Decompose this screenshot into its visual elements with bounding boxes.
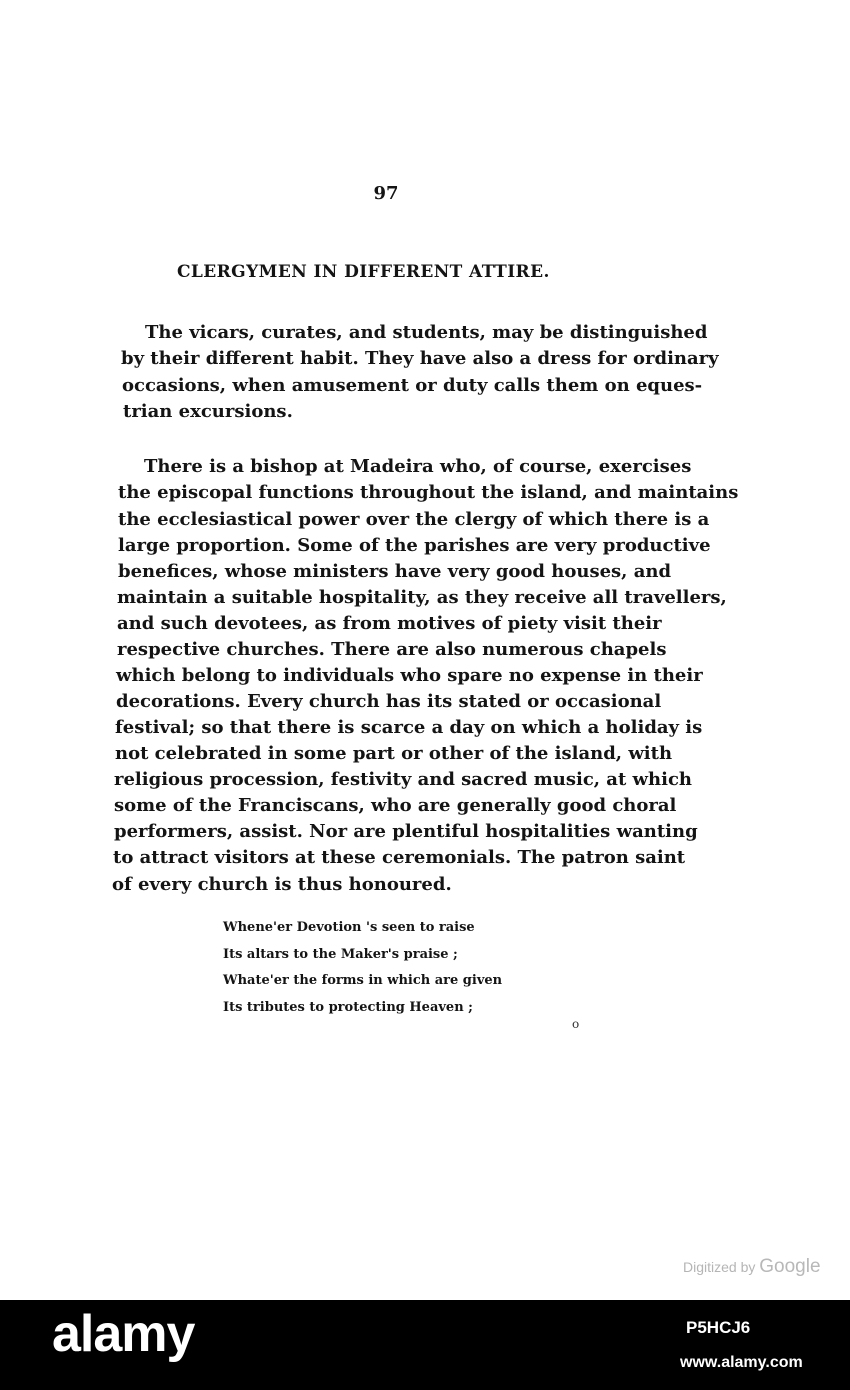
paragraph-line: religious procession, festivity and sacred music, at which xyxy=(114,769,693,790)
paragraph-line: decorations. Every church has its stated or occasional xyxy=(116,691,662,712)
verse-line: Its tributes to protecting Heaven ; xyxy=(223,1000,473,1015)
page-number: 97 xyxy=(373,183,399,204)
paragraph-line: and such devotees, as from motives of piety visit their xyxy=(117,613,662,634)
paragraph-line: to attract visitors at these ceremonials. The patron saint xyxy=(113,847,686,868)
chapter-title: CLERGYMEN IN DIFFERENT ATTIRE. xyxy=(177,262,550,282)
paragraph-line: the ecclesiastical power over the clergy of which there is a xyxy=(118,509,710,530)
paragraph-line: of every church is thus honoured. xyxy=(112,874,452,895)
paragraph-line: not celebrated in some part or other of the island, with xyxy=(115,743,673,764)
verse-line: Whene'er Devotion 's seen to raise xyxy=(223,920,475,935)
site-url: www.alamy.com xyxy=(680,1354,803,1371)
paragraph-line: the episcopal functions throughout the island, and maintains xyxy=(118,482,739,503)
stray-mark: o xyxy=(572,1017,580,1031)
paragraph-line: which belong to individuals who spare no expense in their xyxy=(116,665,703,686)
footer-bar xyxy=(0,1300,850,1390)
paragraph-line: trian excursions. xyxy=(123,401,293,422)
paragraph-line: The vicars, curates, and students, may be distinguished xyxy=(145,322,708,343)
digitized-watermark xyxy=(683,1256,821,1278)
paragraph-line: festival; so that there is scarce a day on which a holiday is xyxy=(115,717,703,738)
alamy-logo: alamy xyxy=(52,1305,195,1363)
paragraph-line: performers, assist. Nor are plentiful hospitalities wanting xyxy=(114,821,698,842)
watermark-prefix: Digitized by xyxy=(683,1259,756,1275)
paragraph-line: by their different habit. They have also a dress for ordinary xyxy=(121,348,719,369)
paragraph-line: maintain a suitable hospitality, as they receive all travellers, xyxy=(117,587,727,608)
paragraph-line: There is a bishop at Madeira who, of course, exercises xyxy=(144,456,692,477)
verse-line: Its altars to the Maker's praise ; xyxy=(223,947,458,962)
paragraph-line: benefices, whose ministers have very good houses, and xyxy=(118,561,672,582)
paragraph-line: large proportion. Some of the parishes are very productive xyxy=(118,535,711,556)
verse-line: Whate'er the forms in which are given xyxy=(223,973,503,988)
image-id: P5HCJ6 xyxy=(686,1318,751,1337)
watermark-brand: Google xyxy=(759,1256,821,1277)
paragraph-line: some of the Franciscans, who are generally good choral xyxy=(114,795,677,816)
paragraph-line: respective churches. There are also numerous chapels xyxy=(117,639,667,660)
paragraph-line: occasions, when amusement or duty calls them on eques- xyxy=(122,375,703,396)
